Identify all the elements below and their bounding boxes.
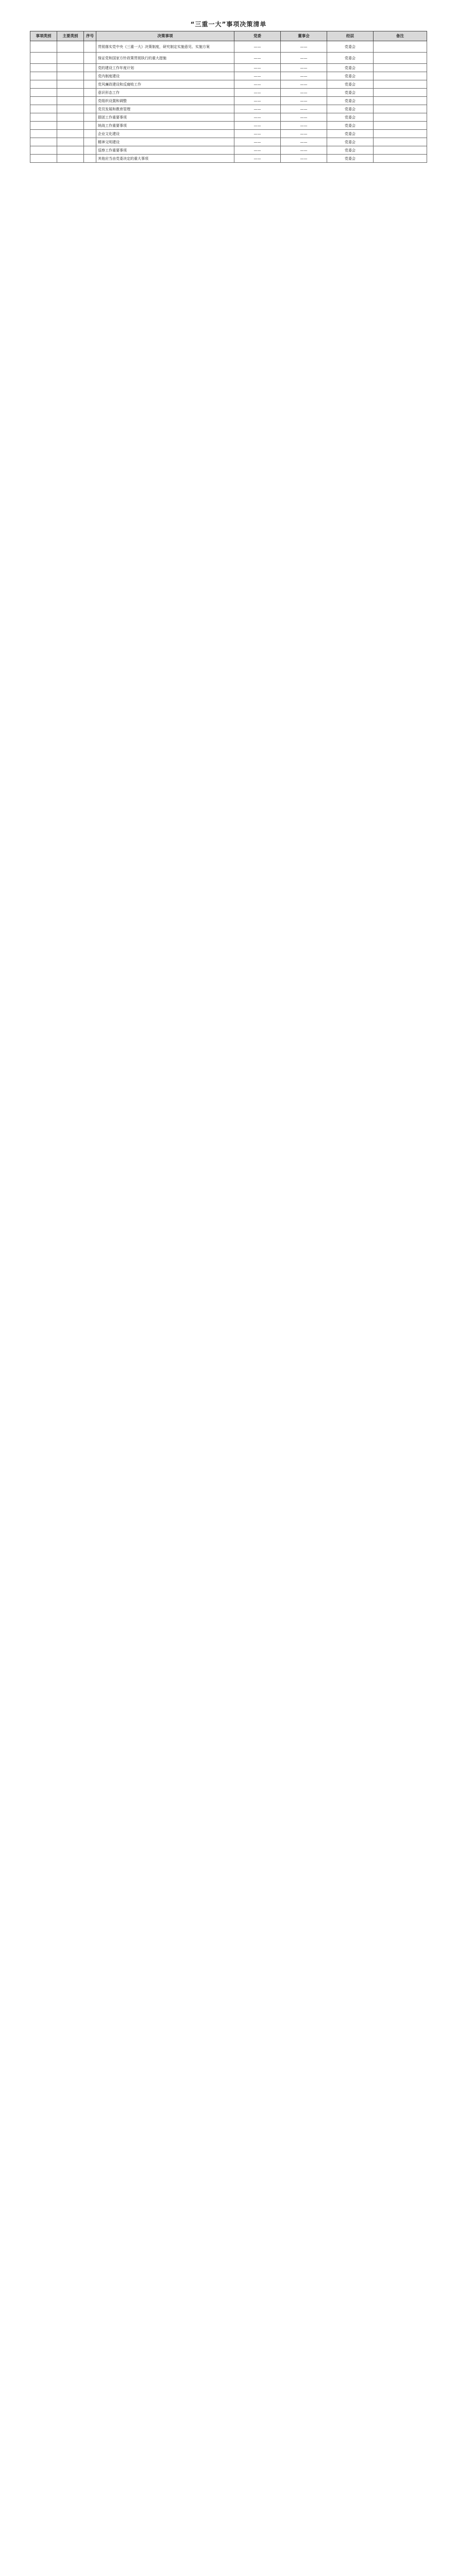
category-cell [30,80,57,89]
subcategory-cell [57,53,84,64]
subcategory-cell [57,138,84,146]
party-committee-cell: —— [234,64,281,72]
column-header-item: 决策事项 [96,31,234,41]
subcategory-cell [57,41,84,53]
column-header-cat: 事项类别 [30,31,57,41]
table-row [30,80,427,89]
subcategory-cell [57,72,84,80]
remark-cell [374,146,427,155]
table-row [30,122,427,130]
party-committee-cell: —— [234,138,281,146]
remark-cell [374,89,427,97]
board-cell: —— [281,130,327,138]
decision-item-cell: 群团工作重要事项 [96,113,234,122]
index-cell [84,64,96,72]
category-cell [30,41,57,53]
board-cell: —— [281,53,327,64]
table-row [30,41,427,53]
table-row [30,130,427,138]
decision-table-section [30,31,427,163]
party-committee-cell: —— [234,72,281,80]
decision-table [30,31,427,163]
management-cell: 党委会 [327,89,374,97]
category-cell [30,105,57,113]
remark-cell [374,97,427,105]
table-row [30,113,427,122]
table-row [30,53,427,64]
index-cell [84,80,96,89]
remark-cell [374,105,427,113]
subcategory-cell [57,89,84,97]
management-cell: 党委会 [327,97,374,105]
column-header-c7: 经层 [327,31,374,41]
management-cell: 党委会 [327,80,374,89]
party-committee-cell: —— [234,97,281,105]
table-header-row [30,31,427,41]
subcategory-cell [57,146,84,155]
subcategory-cell [57,64,84,72]
index-cell [84,72,96,80]
subcategory-cell [57,130,84,138]
party-committee-cell: —— [234,105,281,113]
party-committee-cell: —— [234,80,281,89]
decision-item-cell: 保证党和国家方针政策贯彻执行的重大措施 [96,53,234,64]
table-row [30,146,427,155]
party-committee-cell: —— [234,122,281,130]
board-cell: —— [281,122,327,130]
board-cell: —— [281,64,327,72]
index-cell [84,130,96,138]
party-committee-cell: —— [234,89,281,97]
index-cell [84,138,96,146]
category-cell [30,122,57,130]
party-committee-cell: —— [234,113,281,122]
category-cell [30,155,57,163]
management-cell: 党委会 [327,146,374,155]
category-cell [30,89,57,97]
index-cell [84,89,96,97]
management-cell: 党委会 [327,138,374,146]
party-committee-cell: —— [234,130,281,138]
board-cell: —— [281,105,327,113]
column-header-c5: 党委 [234,31,281,41]
party-committee-cell: —— [234,53,281,64]
subcategory-cell [57,122,84,130]
board-cell: —— [281,146,327,155]
table-row [30,72,427,80]
party-committee-cell: —— [234,155,281,163]
category-cell [30,97,57,105]
column-header-c6: 董事会 [281,31,327,41]
decision-item-cell: 党的建设工作年度计划 [96,64,234,72]
index-cell [84,53,96,64]
management-cell: 党委会 [327,64,374,72]
category-cell [30,113,57,122]
decision-item-cell: 党风廉政建设和反腐败工作 [96,80,234,89]
decision-item-cell: 企业文化建设 [96,130,234,138]
subcategory-cell [57,155,84,163]
remark-cell [374,53,427,64]
remark-cell [374,122,427,130]
table-row [30,97,427,105]
remark-cell [374,64,427,72]
remark-cell [374,138,427,146]
board-cell: —— [281,155,327,163]
table-row [30,64,427,72]
remark-cell [374,113,427,122]
decision-item-cell: 统战工作重要事项 [96,122,234,130]
category-cell [30,138,57,146]
management-cell: 党委会 [327,113,374,122]
party-committee-cell: —— [234,41,281,53]
column-header-no: 序号 [84,31,96,41]
table-row [30,155,427,163]
category-cell [30,53,57,64]
board-cell: —— [281,138,327,146]
management-cell: 党委会 [327,130,374,138]
decision-item-cell: 其他应当由党委决定的重大事项 [96,155,234,163]
management-cell: 党委会 [327,53,374,64]
decision-item-cell: 巡察工作重要事项 [96,146,234,155]
decision-item-cell: 党员发展和教育管理 [96,105,234,113]
column-header-c8: 备注 [374,31,427,41]
index-cell [84,113,96,122]
index-cell [84,97,96,105]
decision-item-cell: 党内制度建设 [96,72,234,80]
decision-item-cell: 贯彻落实党中央《三重一大》决策制度，研究制定实施意见、实施方案 [96,41,234,53]
column-header-sub: 主要类别 [57,31,84,41]
board-cell: —— [281,89,327,97]
decision-item-cell: 意识形态工作 [96,89,234,97]
remark-cell [374,80,427,89]
management-cell: 党委会 [327,72,374,80]
subcategory-cell [57,113,84,122]
table-row [30,105,427,113]
category-cell [30,130,57,138]
table-row [30,89,427,97]
remark-cell [374,72,427,80]
subcategory-cell [57,80,84,89]
table-row [30,138,427,146]
decision-item-cell: 党组织设置和调整 [96,97,234,105]
subcategory-cell [57,105,84,113]
index-cell [84,146,96,155]
document-title: “三重一大”事项决策清单 [190,21,267,28]
remark-cell [374,41,427,53]
index-cell [84,105,96,113]
management-cell: 党委会 [327,155,374,163]
category-cell [30,146,57,155]
board-cell: —— [281,80,327,89]
board-cell: —— [281,41,327,53]
index-cell [84,41,96,53]
management-cell: 党委会 [327,122,374,130]
subcategory-cell [57,97,84,105]
party-committee-cell: —— [234,146,281,155]
decision-item-cell: 精神文明建设 [96,138,234,146]
management-cell: 党委会 [327,41,374,53]
category-cell [30,72,57,80]
remark-cell [374,155,427,163]
board-cell: —— [281,97,327,105]
management-cell: 党委会 [327,105,374,113]
index-cell [84,122,96,130]
board-cell: —— [281,113,327,122]
board-cell: —— [281,72,327,80]
remark-cell [374,130,427,138]
category-cell [30,64,57,72]
index-cell [84,155,96,163]
